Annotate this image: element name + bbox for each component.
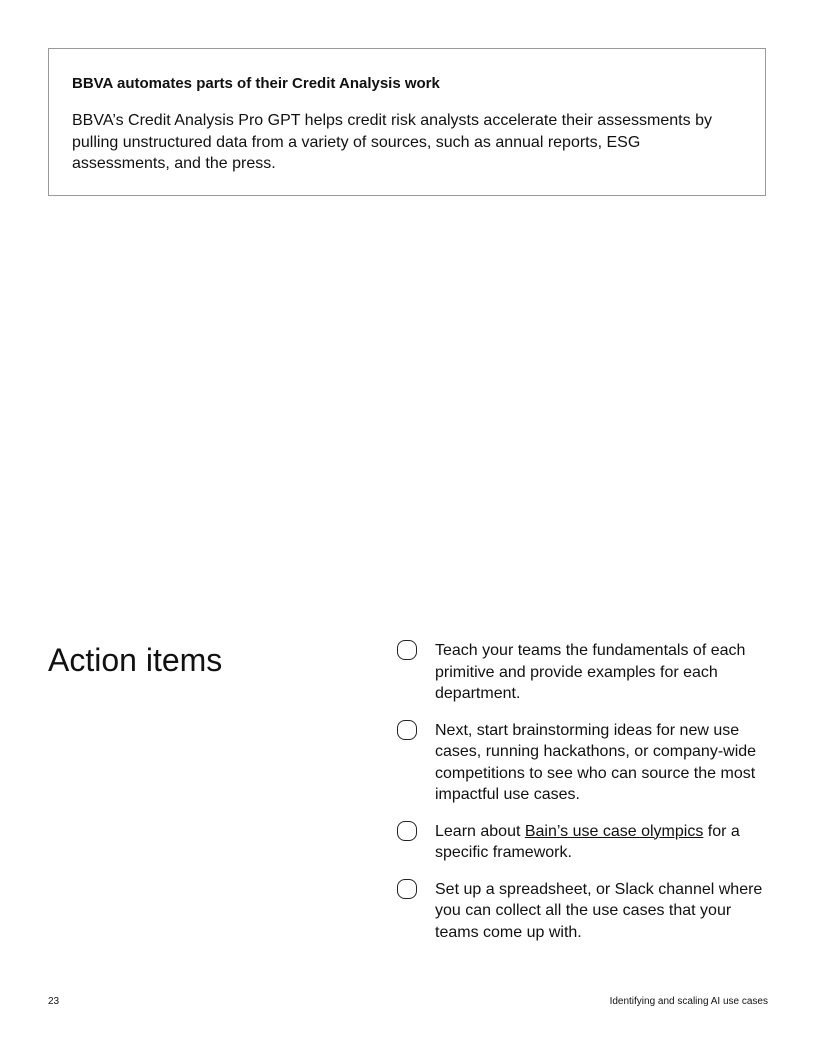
- action-items-heading: Action items: [48, 642, 223, 678]
- action-item-teach: [397, 640, 777, 705]
- footer-document-title: Identifying and scaling AI use cases: [609, 996, 768, 1007]
- action-item-learn: [397, 821, 777, 864]
- bain-olympics-link[interactable]: Bain’s use case olympics: [524, 822, 704, 840]
- action-item-text: [435, 821, 777, 864]
- page-number: 23: [48, 996, 60, 1007]
- action-item-text-after: for a specific framework.: [435, 822, 740, 861]
- bbva-callout-box: [48, 48, 766, 196]
- callout-title: BBVA automates parts of their Credit Analysis work: [72, 75, 440, 92]
- checkbox[interactable]: [397, 879, 417, 899]
- action-item-text-before: Learn about: [435, 822, 525, 840]
- action-item-text: Next, start brainstorming ideas for new use cases, running hackathons, or company-wide competitions to see who can source the most impactful use cases.: [435, 721, 757, 803]
- checkbox[interactable]: [397, 640, 417, 660]
- checkbox[interactable]: [397, 821, 417, 841]
- action-item-spreadsheet: [397, 879, 777, 944]
- action-item-text: Set up a spreadsheet, or Slack channel where you can collect all the use cases that your teams come up with.: [435, 880, 763, 941]
- action-item-text: Teach your teams the fundamentals of each primitive and provide examples for each department.: [435, 642, 746, 702]
- action-items-list: [397, 640, 777, 958]
- checkbox[interactable]: [397, 720, 417, 740]
- callout-body: BBVA’s Credit Analysis Pro GPT helps credit risk analysts accelerate their assessments by pulling unstructured data from a variety of sources, such as annual reports, ESG assessments, and the press.: [72, 112, 712, 172]
- action-item-brainstorm: [397, 720, 777, 806]
